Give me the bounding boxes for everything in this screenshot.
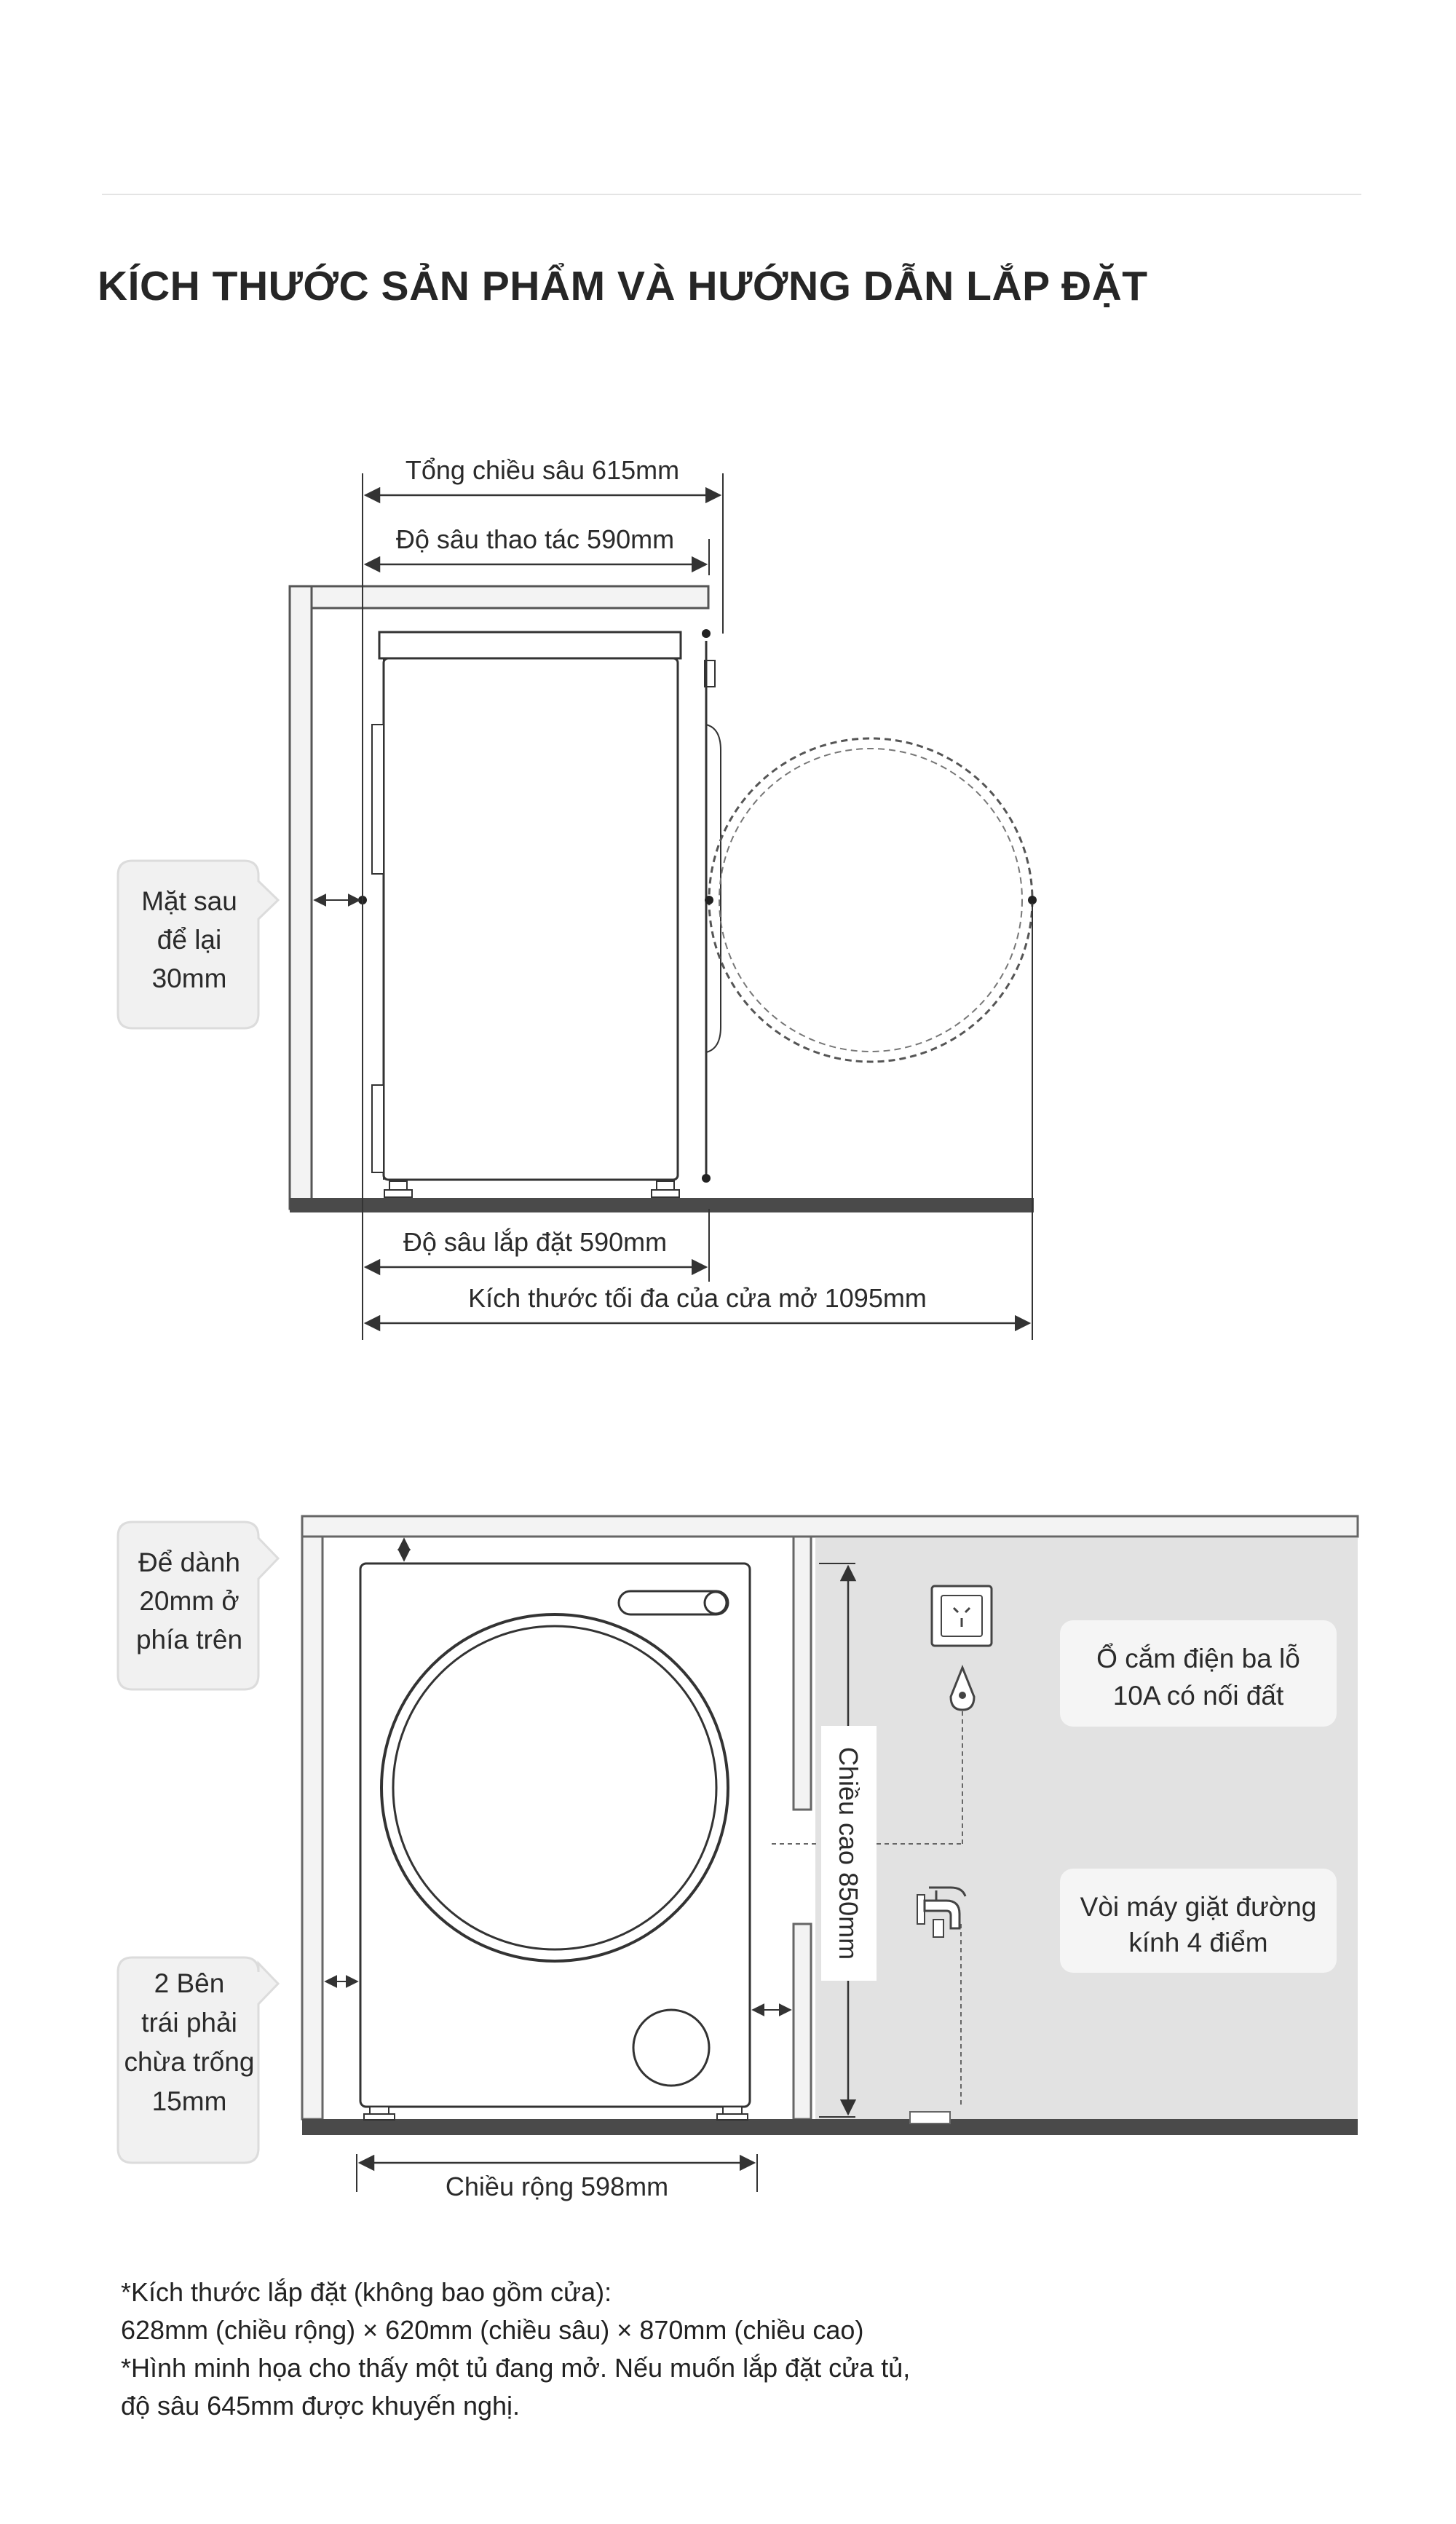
machine-top-panel — [379, 632, 681, 658]
footnote-line-2: 628mm (chiều rộng) × 620mm (chiều sâu) × 870mm (chiều cao) — [121, 2315, 864, 2345]
cabinet-top — [290, 586, 708, 608]
top-gap-line-2: 20mm ở — [139, 1586, 240, 1616]
rear-gap-note — [118, 861, 278, 1028]
rear-gap-line-2: để lại — [157, 925, 222, 955]
side-gap-line-2: trái phải — [141, 2008, 237, 2038]
side-view — [118, 455, 1037, 1340]
power-socket-icon — [932, 1586, 992, 1646]
door-swing-inner — [719, 749, 1022, 1052]
filter-cover — [633, 2010, 709, 2086]
max-door-open-label: Kích thước tối đa của cửa mở 1095mm — [468, 1283, 927, 1313]
rear-gap-line-3: 30mm — [151, 963, 227, 993]
faucet-note-line-1: Vòi máy giặt đường — [1080, 1892, 1317, 1922]
footnote-line-1: *Kích thước lắp đặt (không bao gồm cửa): — [121, 2277, 612, 2307]
front-view — [118, 1516, 1358, 2201]
machine-side-body — [384, 658, 678, 1180]
socket-note — [1060, 1620, 1337, 1727]
side-gap-line-1: 2 Bên — [154, 1968, 225, 1998]
footnote-line-3: *Hình minh họa cho thấy một tủ đang mở. Nếu muốn lắp đặt cửa tủ, — [121, 2353, 911, 2383]
height-label: Chiều cao 850mm — [834, 1746, 863, 1960]
side-gap-line-4: 15mm — [151, 2086, 227, 2116]
cabinet-back-wall — [290, 586, 312, 1209]
floor-drain — [910, 2112, 950, 2123]
top-gap-line-3: phía trên — [135, 1625, 243, 1655]
front-cabinet-top — [302, 1516, 1358, 1537]
install-depth-label: Độ sâu lắp đặt 590mm — [403, 1227, 668, 1257]
top-gap-note — [118, 1522, 278, 1689]
socket-note-line-1: Ổ cắm điện ba lỗ — [1096, 1644, 1300, 1673]
faucet-note — [1060, 1869, 1337, 1973]
operating-depth-label: Độ sâu thao tác 590mm — [395, 524, 675, 554]
door-ring-inner — [393, 1626, 716, 1949]
page-title: KÍCH THƯỚC SẢN PHẨM VÀ HƯỚNG DẪN LẮP ĐẶT — [98, 263, 1148, 309]
side-gap-line-3: chừa trống — [124, 2047, 255, 2077]
width-label: Chiều rộng 598mm — [445, 2172, 669, 2201]
faucet-note-line-2: kính 4 điểm — [1128, 1928, 1268, 1957]
top-gap-line-1: Để dành — [138, 1547, 240, 1577]
door-swing-outer — [709, 738, 1032, 1062]
front-left-wall — [302, 1537, 323, 2119]
total-depth-label: Tổng chiều sâu 615mm — [405, 455, 680, 485]
side-gap-note — [118, 1957, 278, 2163]
floor-side — [290, 1198, 1034, 1212]
floor-front — [302, 2119, 1358, 2135]
rear-gap-line-1: Mặt sau — [141, 886, 237, 916]
footnote-line-4: độ sâu 645mm được khuyến nghị. — [121, 2391, 521, 2421]
footnotes — [121, 2273, 910, 2425]
socket-note-line-2: 10A có nối đất — [1112, 1681, 1284, 1711]
